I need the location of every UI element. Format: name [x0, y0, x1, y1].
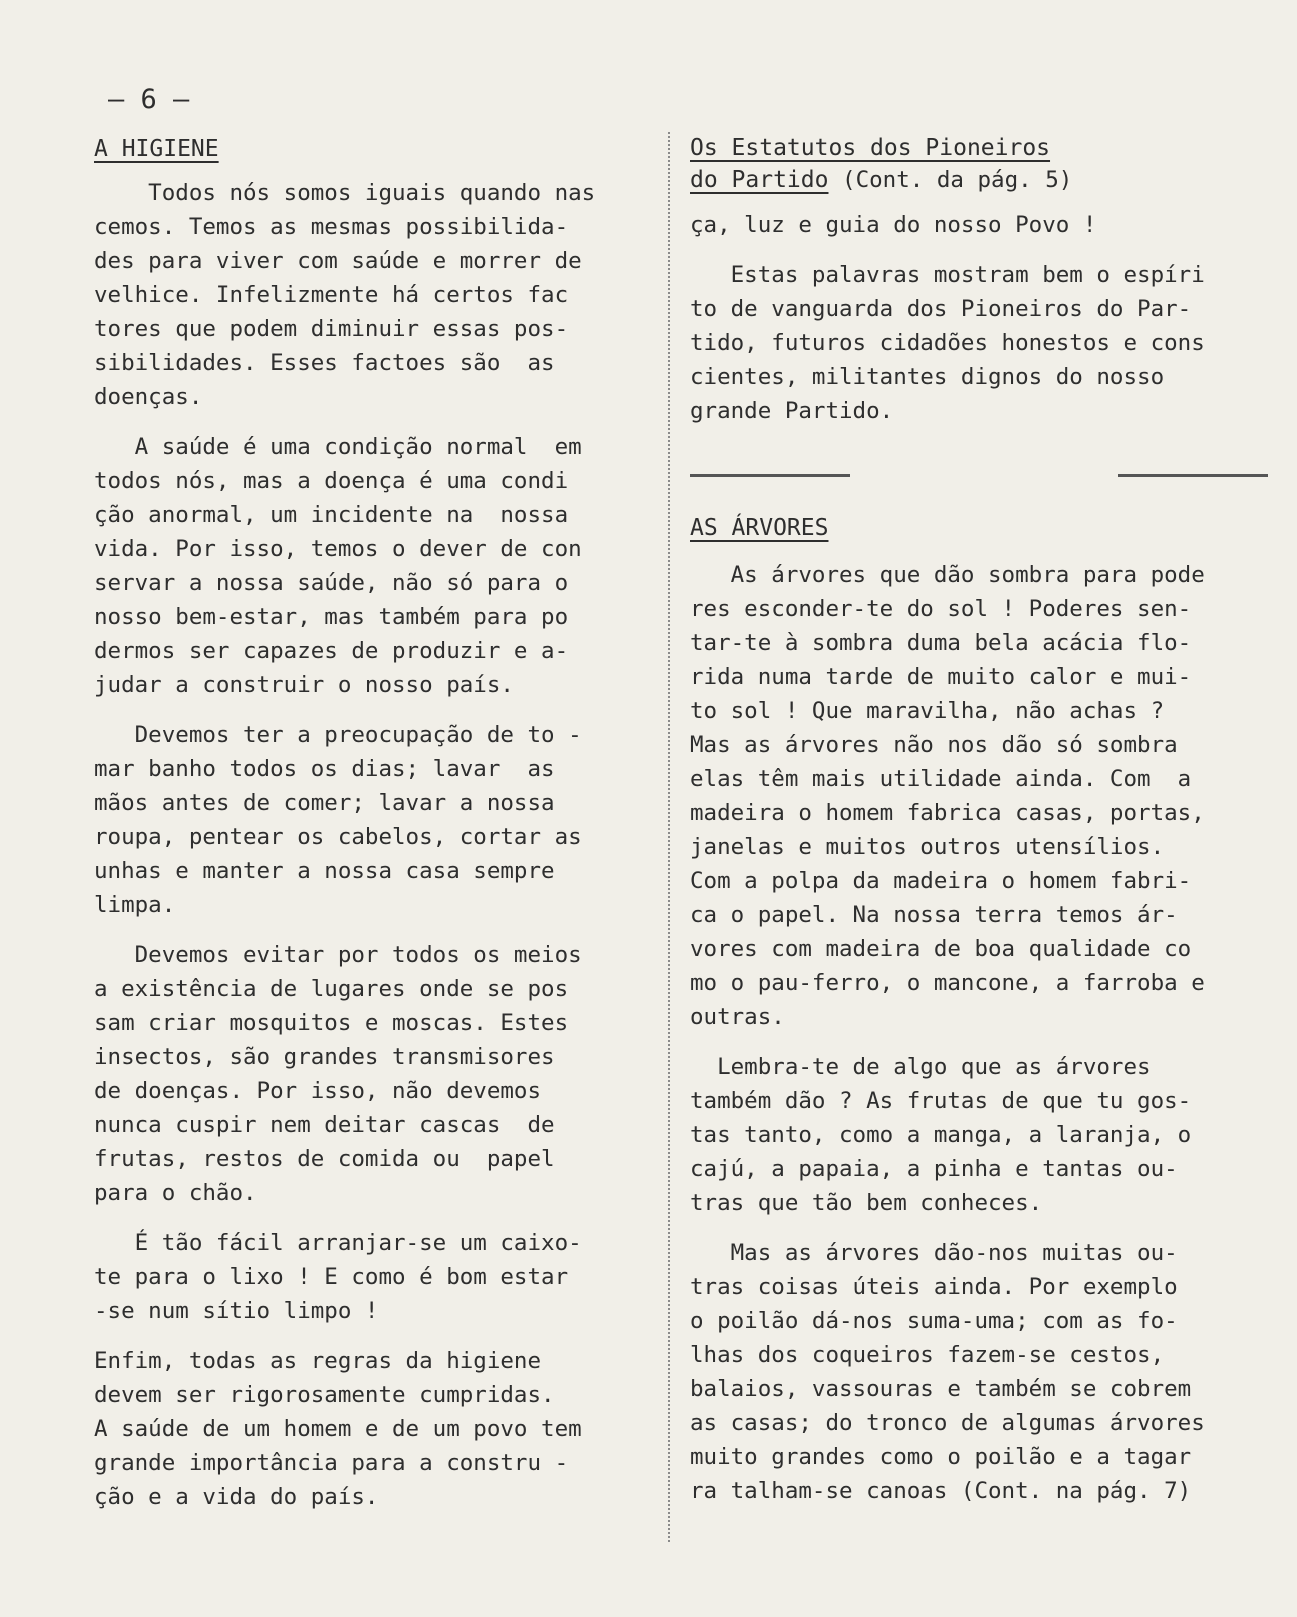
text-line: nosso bem-estar, mas também para po [94, 604, 569, 630]
title-line-2-wrapper [690, 164, 1270, 196]
paragraph [690, 258, 1270, 428]
text-line: também dão ? As frutas de que tu gos- [690, 1088, 1192, 1114]
text-line: cajú, a papaia, a pinha e tantas ou- [690, 1156, 1178, 1182]
paragraph [690, 1050, 1270, 1220]
text-line: tras coisas úteis ainda. Por exemplo [690, 1274, 1178, 1300]
text-line: elas têm mais utilidade ainda. Com a [690, 766, 1192, 792]
text-line: balaios, vassouras e também se cobrem [690, 1376, 1192, 1402]
left-column [94, 132, 639, 1530]
paragraph [690, 558, 1270, 1034]
text-line: Mas as árvores não nos dão só sombra [690, 732, 1178, 758]
text-line: As árvores que dão sombra para pode [690, 562, 1205, 588]
text-line: tas tanto, como a manga, a laranja, o [690, 1122, 1192, 1148]
text-line: unhas e manter a nossa casa sempre [94, 858, 555, 884]
text-line: dermos ser capazes de produzir e a- [94, 638, 569, 664]
text-line: ca o papel. Na nossa terra temos ár- [690, 902, 1178, 928]
text-line: to de vanguarda dos Pioneiros do Par- [690, 296, 1192, 322]
text-line: res esconder-te do sol ! Poderes sen- [690, 596, 1192, 622]
right-column [690, 132, 1270, 1524]
arvores-body [690, 558, 1270, 1508]
text-line: Lembra-te de algo que as árvores [690, 1054, 1151, 1080]
text-line: -se num sítio limpo ! [94, 1298, 379, 1324]
text-line: ça, luz e guia do nosso Povo ! [690, 212, 1097, 238]
text-line: to sol ! Que maravilha, não achas ? [690, 698, 1165, 724]
paragraph [94, 430, 639, 702]
text-line: janelas e muitos outros utensílios. [690, 834, 1165, 860]
text-line: sibilidades. Esses factoes são as [94, 350, 555, 376]
text-line: Devemos ter a preocupação de to - [94, 722, 582, 748]
text-line: rida numa tarde de muito calor e mui- [690, 664, 1192, 690]
column-divider [668, 132, 670, 1542]
separator-rule [1118, 474, 1268, 477]
text-line: outras. [690, 1004, 785, 1030]
text-line: doenças. [94, 384, 203, 410]
text-line: ra talham-se canoas (Cont. na pág. 7) [690, 1478, 1192, 1504]
text-line: devem ser rigorosamente cumpridas. [94, 1382, 555, 1408]
text-line: lhas dos coqueiros fazem-se cestos, [690, 1342, 1165, 1368]
text-line: madeira o homem fabrica casas, portas, [690, 800, 1205, 826]
text-line: cientes, militantes dignos do nosso [690, 364, 1165, 390]
text-line: servar a nossa saúde, não só para o [94, 570, 569, 596]
paragraph [94, 1344, 639, 1514]
text-line: nunca cuspir nem deitar cascas de [94, 1112, 555, 1138]
higiene-body [94, 176, 639, 1514]
text-line: des para viver com saúde e morrer de [94, 248, 582, 274]
text-line: A saúde de um homem e de um povo tem [94, 1416, 582, 1442]
text-line: para o chão. [94, 1180, 257, 1206]
title-line: do Partido [690, 167, 829, 193]
text-line: te para o lixo ! E como é bom estar [94, 1264, 569, 1290]
paragraph [690, 1236, 1270, 1508]
text-line: todos nós, mas a doença é uma condi [94, 468, 569, 494]
text-line: ção anormal, um incidente na nossa [94, 502, 569, 528]
text-line: insectos, são grandes transmisores [94, 1044, 555, 1070]
text-line: tar-te à sombra duma bela acácia flo- [690, 630, 1192, 656]
estatutos-body [690, 208, 1270, 428]
text-line: cemos. Temos as mesmas possibilida- [94, 214, 569, 240]
text-line: velhice. Infelizmente há certos fac [94, 282, 569, 308]
text-line: grande Partido. [690, 398, 894, 424]
text-line: tores que podem diminuir essas pos- [94, 316, 569, 342]
text-line: Devemos evitar por todos os meios [94, 942, 582, 968]
paragraph [690, 208, 1270, 242]
text-line: de doenças. Por isso, não devemos [94, 1078, 542, 1104]
separator-rule [690, 474, 850, 477]
text-line: É tão fácil arranjar-se um caixo- [94, 1230, 582, 1256]
text-line: mãos antes de comer; lavar a nossa [94, 790, 555, 816]
paragraph [94, 1226, 639, 1328]
paragraph [94, 176, 639, 414]
text-line: ção e a vida do país. [94, 1484, 379, 1510]
text-line: Enfim, todas as regras da higiene [94, 1348, 542, 1374]
text-line: vida. Por isso, temos o dever de con [94, 536, 582, 562]
text-line: limpa. [94, 892, 176, 918]
article-title-estatutos [690, 132, 1270, 164]
text-line: Todos nós somos iguais quando nas [94, 180, 596, 206]
text-line: Com a polpa da madeira o homem fabri- [690, 868, 1192, 894]
page-number: – 6 – [108, 84, 190, 115]
text-line: as casas; do tronco de algumas árvores [690, 1410, 1205, 1436]
text-line: o poilão dá-nos suma-uma; com as fo- [690, 1308, 1178, 1334]
text-line: a existência de lugares onde se pos [94, 976, 569, 1002]
text-line: grande importância para a constru - [94, 1450, 569, 1476]
paragraph [94, 938, 639, 1210]
paragraph [94, 718, 639, 922]
title-line: Os Estatutos dos Pioneiros [690, 135, 1051, 161]
text-line: roupa, pentear os cabelos, cortar as [94, 824, 582, 850]
text-line: tido, futuros cidadões honestos e cons [690, 330, 1205, 356]
section-separator [690, 444, 1270, 504]
text-line: mo o pau-ferro, o mancone, a farroba e [690, 970, 1205, 996]
text-line: A saúde é uma condição normal em [94, 434, 582, 460]
text-line: Mas as árvores dão-nos muitas ou- [690, 1240, 1178, 1266]
text-line: judar a construir o nosso país. [94, 672, 514, 698]
text-line: mar banho todos os dias; lavar as [94, 756, 555, 782]
text-line: tras que tão bem conheces. [690, 1190, 1043, 1216]
text-line: vores com madeira de boa qualidade co [690, 936, 1192, 962]
text-line: sam criar mosquitos e moscas. Estes [94, 1010, 569, 1036]
continued-note: (Cont. da pág. 5) [828, 167, 1073, 193]
text-line: Estas palavras mostram bem o espíri [690, 262, 1205, 288]
article-title-higiene: A HIGIENE [94, 136, 219, 162]
article-title-arvores: AS ÁRVORES [690, 515, 829, 541]
text-line: muito grandes como o poilão e a tagar [690, 1444, 1192, 1470]
text-line: frutas, restos de comida ou papel [94, 1146, 555, 1172]
